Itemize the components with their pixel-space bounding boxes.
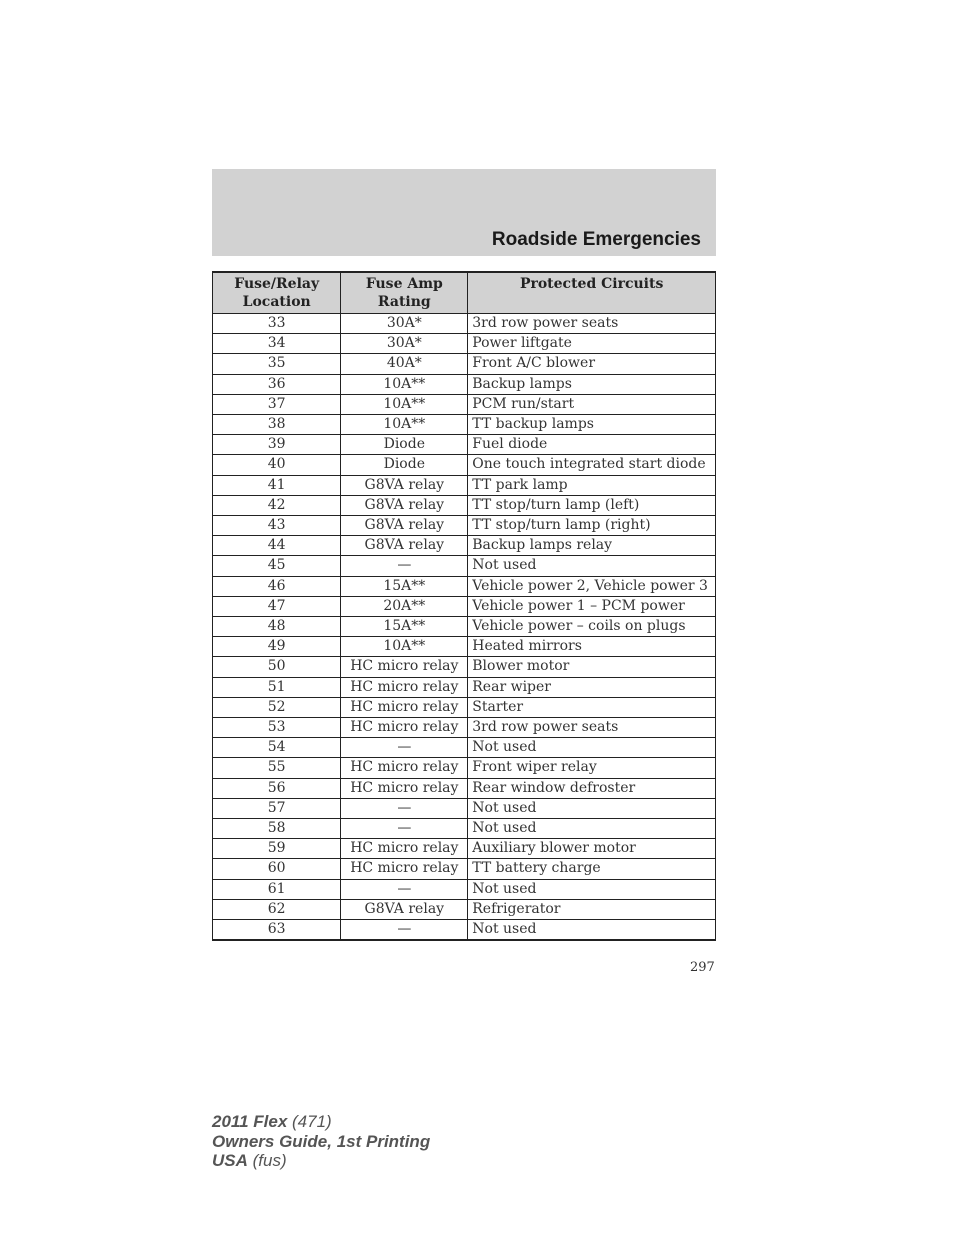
- fuse-location-cell: 58: [213, 819, 341, 839]
- fuse-rating-cell: HC micro relay: [341, 697, 468, 717]
- protected-circuit-cell: Front A/C blower: [468, 354, 716, 374]
- fuse-location-cell: 43: [213, 516, 341, 536]
- table-row: [213, 899, 716, 919]
- fuse-location-cell: 48: [213, 617, 341, 637]
- fuse-table-body: [213, 314, 716, 941]
- fuse-location-cell: 52: [213, 697, 341, 717]
- protected-circuit-cell: TT stop/turn lamp (right): [468, 516, 716, 536]
- fuse-location-cell: 44: [213, 536, 341, 556]
- fuse-rating-cell: HC micro relay: [341, 718, 468, 738]
- fuse-location-cell: 61: [213, 879, 341, 899]
- fuse-location-cell: 46: [213, 576, 341, 596]
- fuse-rating-cell: G8VA relay: [341, 495, 468, 515]
- fuse-rating-cell: —: [341, 798, 468, 818]
- table-row: [213, 455, 716, 475]
- protected-circuit-cell: 3rd row power seats: [468, 314, 716, 334]
- fuse-table: [212, 271, 716, 941]
- protected-circuit-cell: Refrigerator: [468, 899, 716, 919]
- fuse-location-cell: 36: [213, 374, 341, 394]
- fuse-location-cell: 63: [213, 920, 341, 941]
- fuse-rating-cell: HC micro relay: [341, 778, 468, 798]
- protected-circuit-cell: Not used: [468, 738, 716, 758]
- table-row: [213, 657, 716, 677]
- table-row: [213, 576, 716, 596]
- table-row: [213, 536, 716, 556]
- fuse-location-cell: 49: [213, 637, 341, 657]
- fuse-location-cell: 39: [213, 435, 341, 455]
- fuse-rating-cell: —: [341, 920, 468, 941]
- fuse-location-cell: 50: [213, 657, 341, 677]
- section-title: Roadside Emergencies: [491, 229, 701, 250]
- fuse-table-header: [213, 272, 716, 314]
- table-row: [213, 637, 716, 657]
- table-row: [213, 617, 716, 637]
- fuse-location-cell: 56: [213, 778, 341, 798]
- protected-circuit-cell: Backup lamps relay: [468, 536, 716, 556]
- fuse-rating-cell: HC micro relay: [341, 839, 468, 859]
- fuse-location-cell: 47: [213, 596, 341, 616]
- fuse-rating-cell: 10A**: [341, 394, 468, 414]
- footer-model-code: (471): [287, 1112, 332, 1131]
- footer-edition: Owners Guide, 1st Printing: [212, 1131, 431, 1151]
- fuse-rating-cell: HC micro relay: [341, 677, 468, 697]
- fuse-rating-cell: 30A*: [341, 314, 468, 334]
- protected-circuit-cell: Power liftgate: [468, 334, 716, 354]
- protected-circuit-cell: Rear wiper: [468, 677, 716, 697]
- fuse-rating-cell: 10A**: [341, 415, 468, 435]
- protected-circuit-cell: PCM run/start: [468, 394, 716, 414]
- fuse-location-cell: 33: [213, 314, 341, 334]
- table-row: [213, 374, 716, 394]
- fuse-rating-cell: G8VA relay: [341, 899, 468, 919]
- table-row: [213, 697, 716, 717]
- protected-circuit-cell: Vehicle power – coils on plugs: [468, 617, 716, 637]
- table-row: [213, 415, 716, 435]
- protected-circuit-cell: Auxiliary blower motor: [468, 839, 716, 859]
- fuse-location-cell: 57: [213, 798, 341, 818]
- table-row: [213, 475, 716, 495]
- table-row: [213, 516, 716, 536]
- fuse-rating-cell: —: [341, 819, 468, 839]
- fuse-rating-cell: HC micro relay: [341, 859, 468, 879]
- protected-circuit-cell: Vehicle power 1 – PCM power: [468, 596, 716, 616]
- fuse-rating-cell: Diode: [341, 435, 468, 455]
- table-row: [213, 859, 716, 879]
- table-row: [213, 798, 716, 818]
- table-row: [213, 879, 716, 899]
- fuse-rating-cell: G8VA relay: [341, 475, 468, 495]
- fuse-location-cell: 54: [213, 738, 341, 758]
- protected-circuit-cell: Not used: [468, 819, 716, 839]
- table-row: [213, 677, 716, 697]
- fuse-location-cell: 62: [213, 899, 341, 919]
- footer-market-code: (fus): [247, 1151, 287, 1170]
- protected-circuit-cell: Fuel diode: [468, 435, 716, 455]
- table-row: [213, 718, 716, 738]
- fuse-location-cell: 34: [213, 334, 341, 354]
- fuse-rating-cell: 10A**: [341, 374, 468, 394]
- table-row: [213, 495, 716, 515]
- fuse-location-cell: 55: [213, 758, 341, 778]
- protected-circuit-cell: One touch integrated start diode: [468, 455, 716, 475]
- table-row: [213, 435, 716, 455]
- fuse-location-cell: 51: [213, 677, 341, 697]
- protected-circuit-cell: TT park lamp: [468, 475, 716, 495]
- footer-model: 2011 Flex: [212, 1112, 288, 1131]
- fuse-location-cell: 59: [213, 839, 341, 859]
- protected-circuit-cell: TT battery charge: [468, 859, 716, 879]
- fuse-location-cell: 41: [213, 475, 341, 495]
- table-row: [213, 394, 716, 414]
- table-row: [213, 819, 716, 839]
- table-row: [213, 738, 716, 758]
- table-row: [213, 354, 716, 374]
- protected-circuit-cell: Not used: [468, 556, 716, 576]
- table-row: [213, 314, 716, 334]
- fuse-rating-cell: G8VA relay: [341, 536, 468, 556]
- table-row: [213, 920, 716, 941]
- fuse-location-cell: 38: [213, 415, 341, 435]
- table-row: [213, 596, 716, 616]
- fuse-location-cell: 60: [213, 859, 341, 879]
- column-header-protected-circuits: Protected Circuits: [468, 272, 716, 314]
- fuse-location-cell: 42: [213, 495, 341, 515]
- fuse-rating-cell: —: [341, 738, 468, 758]
- column-header-location: Fuse/Relay Location: [213, 272, 341, 314]
- fuse-rating-cell: HC micro relay: [341, 758, 468, 778]
- fuse-rating-cell: —: [341, 556, 468, 576]
- protected-circuit-cell: 3rd row power seats: [468, 718, 716, 738]
- protected-circuit-cell: Not used: [468, 920, 716, 941]
- fuse-location-cell: 53: [213, 718, 341, 738]
- protected-circuit-cell: TT stop/turn lamp (left): [468, 495, 716, 515]
- protected-circuit-cell: TT backup lamps: [468, 415, 716, 435]
- fuse-rating-cell: 30A*: [341, 334, 468, 354]
- protected-circuit-cell: Not used: [468, 879, 716, 899]
- protected-circuit-cell: Rear window defroster: [468, 778, 716, 798]
- column-header-amp-rating: Fuse Amp Rating: [341, 272, 468, 314]
- protected-circuit-cell: Heated mirrors: [468, 637, 716, 657]
- table-row: [213, 778, 716, 798]
- footer-market: USA: [212, 1151, 248, 1170]
- fuse-location-cell: 40: [213, 455, 341, 475]
- table-row: [213, 839, 716, 859]
- table-row: [213, 758, 716, 778]
- fuse-rating-cell: 40A*: [341, 354, 468, 374]
- fuse-rating-cell: 20A**: [341, 596, 468, 616]
- fuse-rating-cell: 10A**: [341, 637, 468, 657]
- protected-circuit-cell: Backup lamps: [468, 374, 716, 394]
- protected-circuit-cell: Not used: [468, 798, 716, 818]
- protected-circuit-cell: Starter: [468, 697, 716, 717]
- table-row: [213, 556, 716, 576]
- fuse-location-cell: 37: [213, 394, 341, 414]
- table-row: [213, 334, 716, 354]
- page-number: 297: [690, 960, 715, 975]
- document-footer: [212, 1112, 430, 1171]
- section-header-band: [212, 169, 716, 256]
- fuse-rating-cell: —: [341, 879, 468, 899]
- fuse-rating-cell: 15A**: [341, 617, 468, 637]
- protected-circuit-cell: Blower motor: [468, 657, 716, 677]
- protected-circuit-cell: Vehicle power 2, Vehicle power 3: [468, 576, 716, 596]
- fuse-location-cell: 45: [213, 556, 341, 576]
- fuse-rating-cell: Diode: [341, 455, 468, 475]
- protected-circuit-cell: Front wiper relay: [468, 758, 716, 778]
- fuse-rating-cell: G8VA relay: [341, 516, 468, 536]
- fuse-rating-cell: 15A**: [341, 576, 468, 596]
- fuse-rating-cell: HC micro relay: [341, 657, 468, 677]
- fuse-location-cell: 35: [213, 354, 341, 374]
